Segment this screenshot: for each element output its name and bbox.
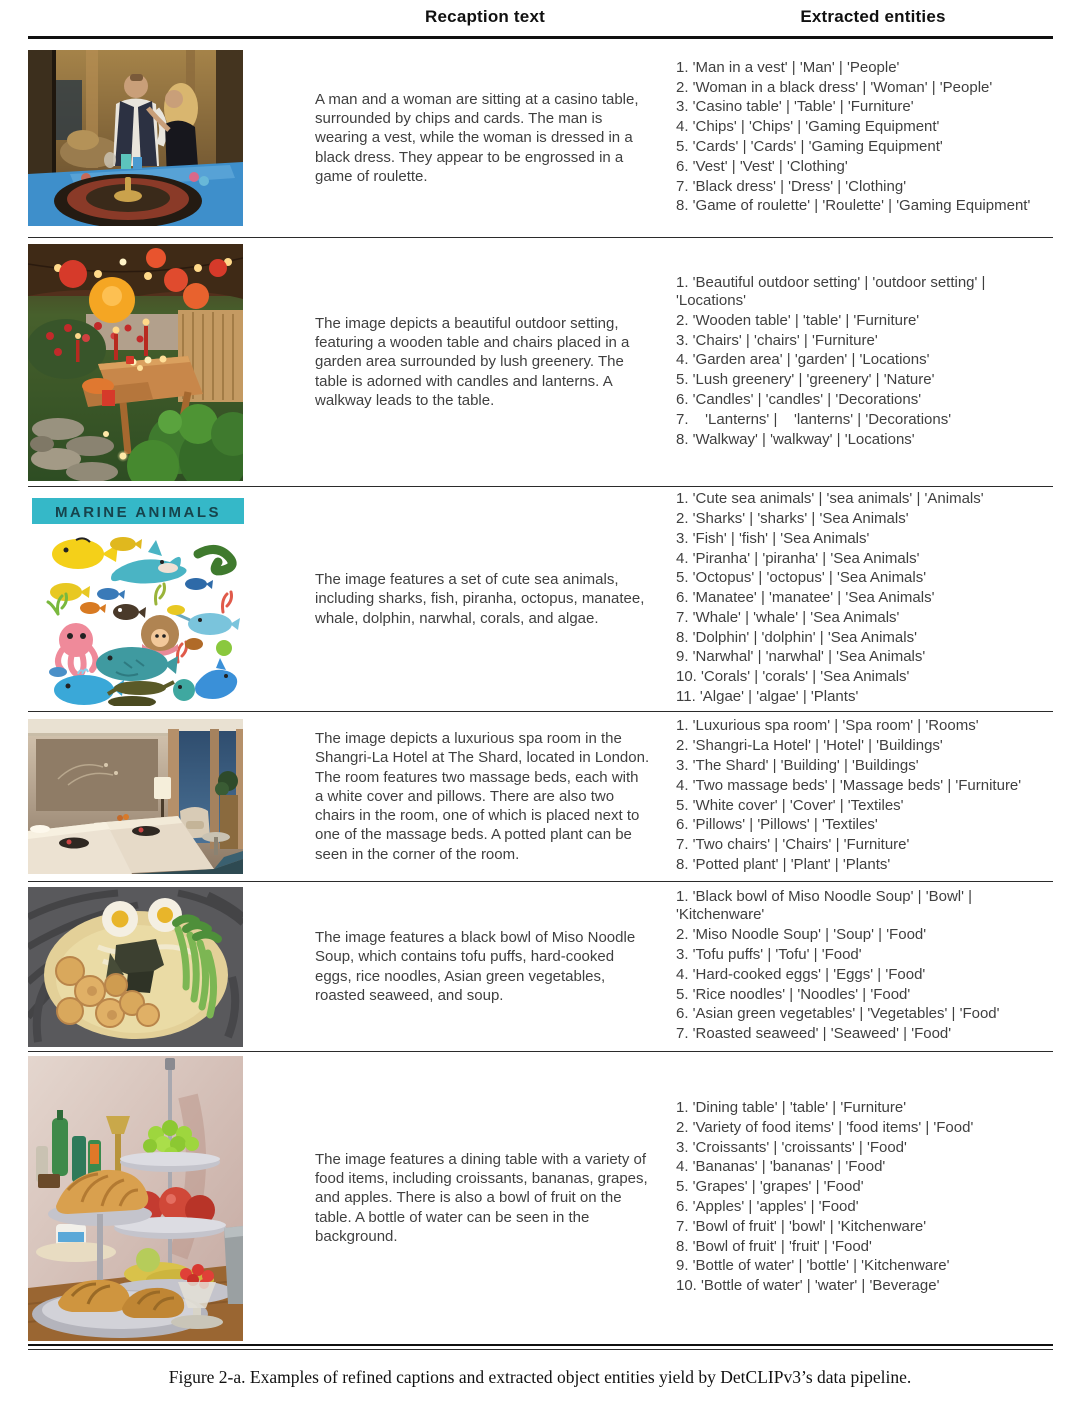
entity-line: 8. 'Potted plant' | 'Plant' | 'Plants' bbox=[676, 855, 891, 873]
entity-line: 11. 'Algae' | 'algae' | 'Plants' bbox=[676, 688, 859, 706]
entity-line: 7. 'Lanterns' | 'lanterns' | 'Decorations' bbox=[676, 410, 952, 428]
entity-line: 4. 'Two massage beds' | 'Massage beds' | 'Furniture' bbox=[676, 776, 1022, 794]
marine-animals-illustration bbox=[28, 492, 248, 706]
entities-cell bbox=[676, 888, 1053, 1045]
entity-line: 10. 'Bottle of water' | 'water' | 'Beverage' bbox=[676, 1277, 940, 1295]
entity-line: 1. 'Dining table' | 'table' | 'Furniture' bbox=[676, 1099, 907, 1117]
entity-line: 4. 'Piranha' | 'piranha' | 'Sea Animals' bbox=[676, 549, 920, 567]
table-row bbox=[28, 238, 1053, 486]
recaption-cell bbox=[276, 570, 676, 628]
recaption-text: The image features a black bowl of Miso Noodle Soup, which contains tofu puffs, hard-cooked eggs, rice noodles, Asian green vegetables, roasted seaweed, and soup. bbox=[315, 928, 636, 1004]
entities-cell bbox=[676, 490, 1053, 708]
entity-line: 2. 'Sharks' | 'sharks' | 'Sea Animals' bbox=[676, 509, 909, 527]
entity-line: 6. 'Asian green vegetables' | 'Vegetables' | 'Food' bbox=[676, 1005, 1000, 1023]
entity-line: 7. 'Black dress' | 'Dress' | 'Clothing' bbox=[676, 177, 907, 195]
entity-line: 1. 'Cute sea animals' | 'sea animals' | 'Animals' bbox=[676, 490, 984, 508]
entity-line: 6. 'Pillows' | 'Pillows' | 'Textiles' bbox=[676, 816, 878, 834]
entities-cell bbox=[676, 59, 1053, 217]
entity-line: 3. 'Casino table' | 'Table' | 'Furniture' bbox=[676, 98, 914, 116]
garden-table-photo bbox=[28, 244, 243, 481]
recaption-cell bbox=[276, 928, 676, 1005]
entity-line: 8. 'Bowl of fruit' | 'fruit' | 'Food' bbox=[676, 1237, 872, 1255]
entity-line: 4. 'Bananas' | 'bananas' | 'Food' bbox=[676, 1158, 886, 1176]
spa-photo-cell bbox=[28, 719, 276, 874]
entity-line: 7. 'Bowl of fruit' | 'bowl' | 'Kitchenware' bbox=[676, 1217, 927, 1235]
casino-photo-cell bbox=[28, 50, 276, 226]
entity-line: 2. 'Miso Noodle Soup' | 'Soup' | 'Food' bbox=[676, 926, 927, 944]
recaption-cell bbox=[276, 90, 676, 186]
entity-line: 5. 'Rice noodles' | 'Noodles' | 'Food' bbox=[676, 985, 911, 1003]
recaption-cell bbox=[276, 314, 676, 410]
garden-photo-cell bbox=[28, 244, 276, 481]
casino-couple-photo bbox=[28, 50, 243, 226]
entity-line: 8. 'Walkway' | 'walkway' | 'Locations' bbox=[676, 430, 915, 448]
entity-line: 6. 'Manatee' | 'manatee' | 'Sea Animals' bbox=[676, 589, 935, 607]
soup-photo-cell bbox=[28, 887, 276, 1047]
entity-line: 4. 'Chips' | 'Chips' | 'Gaming Equipment' bbox=[676, 118, 940, 136]
bottom-rule-thick bbox=[28, 1344, 1053, 1346]
entity-line: 7. 'Roasted seaweed' | 'Seaweed' | 'Food' bbox=[676, 1025, 952, 1043]
entity-line: 10. 'Corals' | 'corals' | 'Sea Animals' bbox=[676, 668, 910, 686]
recaption-text: The image depicts a luxurious spa room in the Shangri-La Hotel at The Shard, located in London. The room features two massage beds, each with a white cover and pillows. There are also two chairs in the room, one of which is placed next to one of the massage beds. A potted plant can be seen in the corner of the room. bbox=[315, 729, 650, 863]
table-row bbox=[28, 712, 1053, 881]
entity-line: 5. 'Cards' | 'Cards' | 'Gaming Equipment' bbox=[676, 138, 943, 155]
dining-table-photo bbox=[28, 1056, 243, 1341]
entity-line: 4. 'Hard-cooked eggs' | 'Eggs' | 'Food' bbox=[676, 965, 926, 983]
entity-line: 6. 'Candles' | 'candles' | 'Decorations' bbox=[676, 390, 922, 408]
entity-line: 6. 'Vest' | 'Vest' | 'Clothing' bbox=[676, 157, 848, 175]
entity-line: 3. 'The Shard' | 'Building' | 'Buildings' bbox=[676, 756, 919, 774]
entity-line: 2. 'Woman in a black dress' | 'Woman' | 'People' bbox=[676, 78, 993, 96]
recaption-text: The image features a dining table with a variety of food items, including croissants, bananas, grapes, and apples. There is also a bowl of fruit on the table. A bottle of water can be seen in the background. bbox=[315, 1150, 648, 1245]
recaption-cell bbox=[276, 729, 676, 864]
entity-line: 3. 'Chairs' | 'chairs' | 'Furniture' bbox=[676, 331, 878, 349]
entity-line: 9. 'Bottle of water' | 'bottle' | 'Kitchenware' bbox=[676, 1257, 950, 1275]
recaption-text: The image depicts a beautiful outdoor setting, featuring a wooden table and chairs placed in a garden area surrounded by lush greenery. The table is adorned with candles and lanterns. A walkway leads to the table. bbox=[315, 314, 630, 409]
entity-line: 2. 'Wooden table' | 'table' | 'Furniture' bbox=[676, 311, 920, 329]
recaption-text: A man and a woman are sitting at a casino table, surrounded by chips and cards. The man is wearing a vest, while the woman is dressed in a black dress. They appear to be engrossed in a game of roulette. bbox=[315, 90, 639, 185]
recaption-text: The image features a set of cute sea animals, including sharks, fish, piranha, octopus, manatee, whale, dolphin, narwhal, corals, and algae. bbox=[315, 571, 645, 627]
miso-soup-photo bbox=[28, 887, 243, 1047]
entity-line: 1. 'Luxurious spa room' | 'Spa room' | 'Rooms' bbox=[676, 717, 979, 735]
recaption-cell bbox=[276, 1150, 676, 1246]
table-row bbox=[28, 487, 1053, 711]
entity-line: 5. 'Grapes' | 'grapes' | 'Food' bbox=[676, 1178, 864, 1196]
entity-line: 1. 'Man in a vest' | 'Man' | 'People' bbox=[676, 58, 900, 76]
entity-line: 2. 'Variety of food items' | 'food items' | 'Food' bbox=[676, 1118, 974, 1136]
entities-column-header: Extracted entities bbox=[800, 7, 946, 26]
table-row bbox=[28, 882, 1053, 1051]
entity-line: 6. 'Apples' | 'apples' | 'Food' bbox=[676, 1198, 859, 1215]
entities-cell bbox=[676, 1099, 1053, 1297]
entity-line: 5. 'Lush greenery' | 'greenery' | 'Nature' bbox=[676, 371, 935, 389]
entity-line: 8. 'Game of roulette' | 'Roulette' | 'Gaming Equipment' bbox=[676, 197, 1031, 215]
entity-line: 3. 'Tofu puffs' | 'Tofu' | 'Food' bbox=[676, 945, 862, 963]
table-row bbox=[28, 39, 1053, 237]
bottom-rule-thin bbox=[28, 1349, 1053, 1350]
entity-line: 3. 'Croissants' | 'croissants' | 'Food' bbox=[676, 1138, 907, 1156]
entity-line: 8. 'Dolphin' | 'dolphin' | 'Sea Animals' bbox=[676, 628, 917, 646]
entity-line: 7. 'Two chairs' | 'Chairs' | 'Furniture' bbox=[676, 836, 910, 854]
entity-line: 1. 'Beautiful outdoor setting' | 'outdoor setting' | 'Locations' bbox=[676, 273, 990, 309]
entity-line: 4. 'Garden area' | 'garden' | 'Locations' bbox=[676, 351, 930, 369]
figure-caption: Figure 2-a. Examples of refined captions and extracted object entities yield by DetCLIPv3’s data pipeline. bbox=[168, 1367, 912, 1387]
entity-line: 1. 'Black bowl of Miso Noodle Soup' | 'Bowl' | 'Kitchenware' bbox=[676, 888, 977, 924]
entity-line: 2. 'Shangri-La Hotel' | 'Hotel' | 'Buildings' bbox=[676, 737, 943, 755]
entity-line: 9. 'Narwhal' | 'narwhal' | 'Sea Animals' bbox=[676, 648, 926, 666]
spa-room-photo bbox=[28, 719, 243, 874]
marine-banner-text: MARINE ANIMALS bbox=[54, 504, 222, 521]
table-row bbox=[28, 1052, 1053, 1344]
marine-photo-cell bbox=[28, 492, 276, 706]
entity-line: 5. 'Octopus' | 'octopus' | 'Sea Animals' bbox=[676, 569, 927, 587]
entity-line: 5. 'White cover' | 'Cover' | 'Textiles' bbox=[676, 796, 904, 814]
entity-line: 7. 'Whale' | 'whale' | 'Sea Animals' bbox=[676, 608, 900, 626]
entities-cell bbox=[676, 274, 1053, 451]
recaption-column-header: Recaption text bbox=[425, 7, 545, 26]
entity-line: 3. 'Fish' | 'fish' | 'Sea Animals' bbox=[676, 529, 870, 547]
dining-photo-cell bbox=[28, 1056, 276, 1341]
table-header bbox=[28, 0, 1053, 36]
entities-cell bbox=[676, 717, 1053, 875]
